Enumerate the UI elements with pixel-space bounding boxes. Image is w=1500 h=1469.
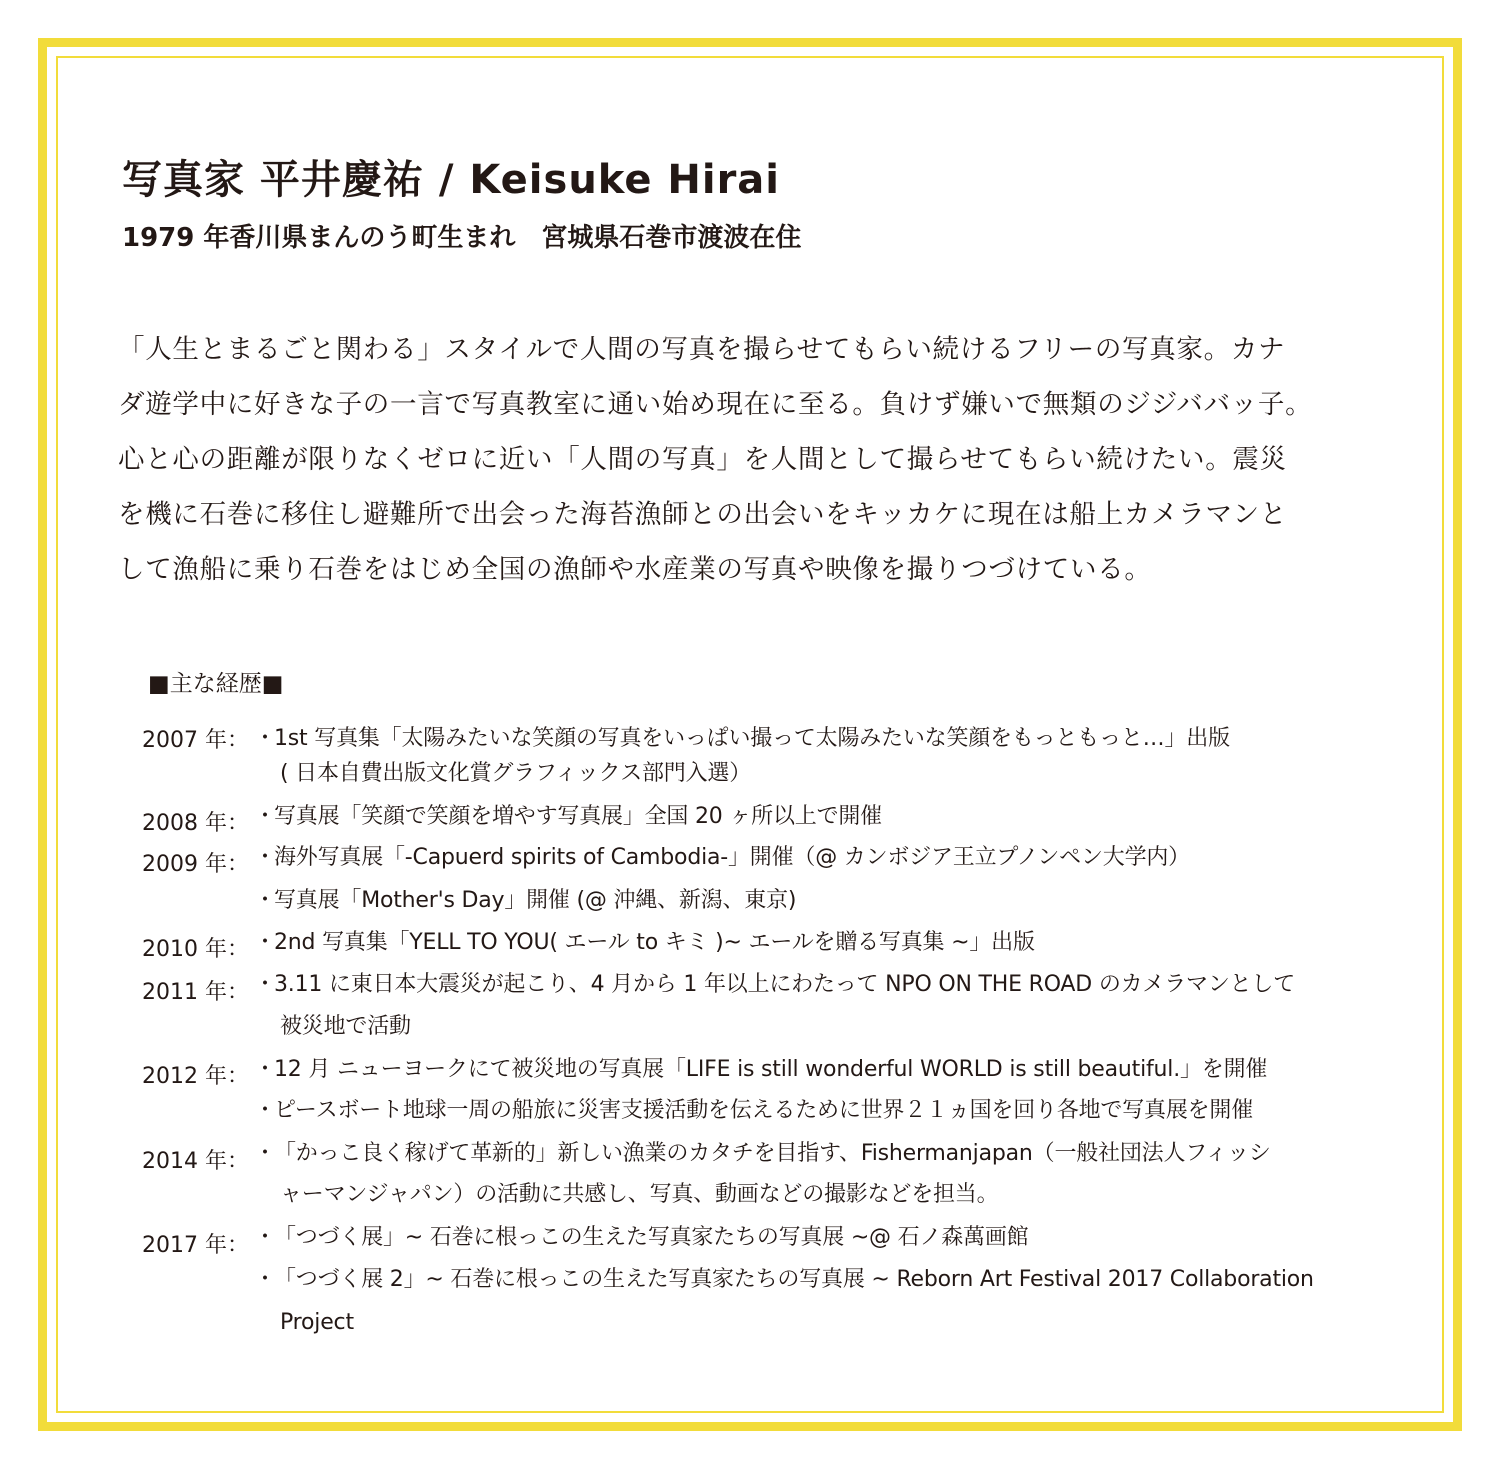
bullet: ・: [254, 726, 276, 751]
bullet: ・: [254, 804, 276, 829]
bullet: ・: [254, 1267, 276, 1292]
career-entry-text: 12 月 ニューヨークにて被災地の写真展「LIFE is still wonderful WORLD is still beautiful.」を開催: [274, 1057, 1268, 1082]
career-entry: [254, 1136, 1271, 1172]
career-entry: [254, 967, 1295, 1003]
bullet: ・: [254, 1225, 276, 1250]
page-title: 写真家 平井慶祐 / Keisuke Hirai: [122, 157, 781, 203]
year-label: 2008 年：: [142, 811, 249, 836]
career-entry: [254, 883, 796, 919]
bullet: ・: [254, 845, 276, 870]
career-heading: ■主な経歴■: [148, 671, 284, 697]
year-label: 2010 年：: [142, 937, 249, 962]
career-entry: [254, 799, 882, 835]
bio-line: ダ遊学中に好きな子の一言で写真教室に通い始め現在に至る。負けず嫌いで無類のジジババッ子。: [118, 389, 1313, 420]
year-label: 2007 年：: [142, 728, 249, 753]
bullet: ・: [254, 888, 276, 913]
career-entry-continuation: ( 日本自費出版文化賞グラフィックス部門入選）: [280, 761, 751, 786]
year-label: 2017 年：: [142, 1233, 249, 1258]
bio-line: を機に石巻に移住し避難所で出会った海苔漁師との出会いをキッカケに現在は船上カメラマンと: [118, 499, 1288, 530]
bullet: ・: [254, 1057, 276, 1082]
career-entry: [254, 1262, 1314, 1298]
career-entry-text: 写真展「Mother's Day」開催 (@ 沖縄、新潟、東京): [274, 888, 797, 913]
bio-line: 「人生とまるごと関わる」スタイルで人間の写真を撮らせてもらい続けるフリーの写真家。カナ: [118, 334, 1286, 365]
career-entry: [254, 1093, 1253, 1129]
career-entry-text: 海外写真展「-Capuerd spirits of Cambodia-」開催（@ カンボジア王立プノンペン大学内）: [274, 845, 1190, 870]
bullet: ・: [254, 930, 276, 955]
bullet: ・: [254, 1098, 276, 1123]
career-entry-continuation: 被災地で活動: [280, 1014, 411, 1039]
bio-line: して漁船に乗り石巻をはじめ全国の漁師や水産業の写真や映像を撮りつづけている。: [118, 554, 1152, 585]
career-entry-text: 1st 写真集「太陽みたいな笑顔の写真をいっぱい撮って太陽みたいな笑顔をもっともっと…」出版: [274, 726, 1230, 751]
career-entry: [254, 925, 1035, 961]
bullet: ・: [254, 1141, 276, 1166]
career-entry-text: 3.11 に東日本大震災が起こり、4 月から 1 年以上にわたって NPO ON THE ROAD のカメラマンとして: [274, 972, 1296, 997]
career-entry-text: 写真展「笑顔で笑顔を増やす写真展」全国 20 ヶ所以上で開催: [274, 804, 882, 829]
career-entry: [254, 1220, 1028, 1256]
career-entry-text: ピースボート地球一周の船旅に災害支援活動を伝えるために世界２１ヵ国を回り各地で写真展を開催: [274, 1098, 1254, 1123]
career-entry-text: 「かっこ良く稼げて革新的」新しい漁業のカタチを目指す、Fishermanjapan（一般社団法人フィッシ: [274, 1141, 1271, 1166]
career-entry: [254, 721, 1230, 757]
year-label: 2014 年：: [142, 1149, 249, 1174]
year-label: 2011 年：: [142, 980, 249, 1005]
bullet: ・: [254, 972, 276, 997]
career-entry-continuation: ャーマンジャパン）の活動に共感し、写真、動画などの撮影などを担当。: [280, 1182, 999, 1207]
career-entry: [254, 1052, 1267, 1088]
profile-subtitle: 1979 年香川県まんのう町生まれ 宮城県石巻市渡波在住: [122, 223, 802, 253]
year-label: 2012 年：: [142, 1064, 249, 1089]
career-entry-text: 「つづく展 2」~ 石巻に根っこの生えた写真家たちの写真展 ~ Reborn Art Festival 2017 Collaboration: [274, 1267, 1314, 1292]
year-label: 2009 年：: [142, 852, 249, 877]
bio-line: 心と心の距離が限りなくゼロに近い「人間の写真」を人間として撮らせてもらい続けたい。震災: [118, 444, 1287, 475]
career-entry-text: 2nd 写真集「YELL TO YOU( エール to キミ )~ エールを贈る写真集 ~」出版: [274, 930, 1035, 955]
career-entry: [254, 840, 1190, 876]
career-entry-continuation: Project: [280, 1310, 354, 1335]
career-entry-text: 「つづく展」~ 石巻に根っこの生えた写真家たちの写真展 ~@ 石ノ森萬画館: [274, 1225, 1029, 1250]
